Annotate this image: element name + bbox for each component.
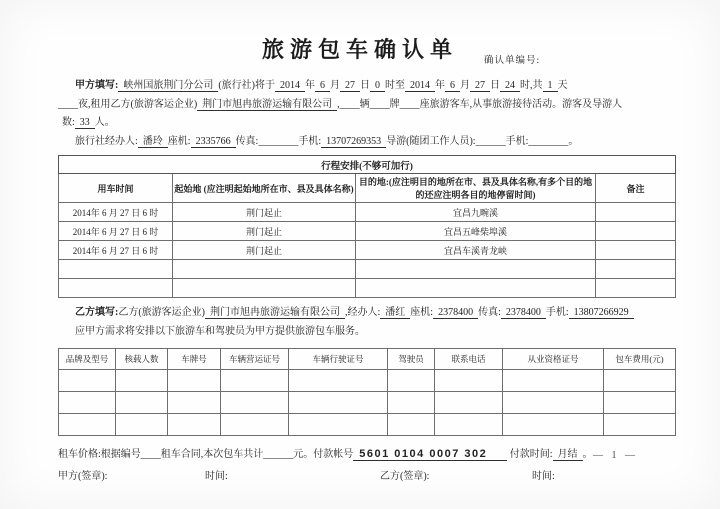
form-text: 租车合同,本次包车共计 bbox=[160, 449, 264, 460]
form-text: 年 bbox=[435, 80, 446, 91]
table-cell bbox=[289, 392, 388, 414]
table-cell: 从业资格证号 bbox=[503, 349, 604, 370]
table-cell bbox=[388, 414, 435, 436]
table-cell: 2014年 6 月 27 日 6 时 bbox=[59, 203, 173, 222]
itinerary-table-body bbox=[59, 203, 676, 298]
table-cell: 联系电话 bbox=[435, 349, 503, 370]
form-text: 乙方(旅游客运企业) bbox=[118, 307, 206, 318]
party-a-signature-label: 甲方(签章): bbox=[58, 471, 108, 482]
form-value: 27 bbox=[340, 80, 360, 92]
form-text: 数: bbox=[62, 117, 75, 128]
form-text: 时,共 bbox=[520, 80, 543, 91]
form-text: 时至 bbox=[385, 80, 406, 91]
table-row bbox=[59, 349, 676, 370]
table-cell bbox=[596, 279, 676, 298]
table-cell: 车辆营运证号 bbox=[221, 349, 289, 370]
table-cell bbox=[435, 414, 503, 436]
table-cell bbox=[59, 370, 116, 392]
party-b-time-label: 时间: bbox=[532, 471, 555, 482]
party-b-signature-label: 乙方(签章): bbox=[380, 471, 430, 482]
table-cell: 品牌及型号 bbox=[59, 349, 116, 370]
table-cell bbox=[168, 414, 221, 436]
form-text: 。 bbox=[568, 135, 579, 147]
itinerary-title-row bbox=[59, 156, 676, 174]
form-text: 日 bbox=[490, 80, 501, 91]
table-cell bbox=[116, 414, 168, 436]
form-value: 27 bbox=[470, 80, 490, 92]
form-value: 荆门市旭冉旅游运输有限公司 bbox=[205, 307, 345, 319]
form-text: 天 bbox=[557, 80, 568, 91]
table-cell bbox=[168, 370, 221, 392]
table-cell: 车牌号 bbox=[168, 349, 221, 370]
table-cell bbox=[289, 414, 388, 436]
form-text: 月 bbox=[330, 80, 341, 91]
itinerary-title: 行程安排(不够可加行) bbox=[59, 156, 676, 174]
form-text: 人。 bbox=[94, 117, 115, 128]
form-text: (旅行社)将于 bbox=[218, 80, 276, 91]
table-cell: 备注 bbox=[596, 174, 676, 203]
form-text: 手机: bbox=[545, 307, 569, 318]
form-text: ,经办人: bbox=[345, 307, 381, 318]
form-value: 24 bbox=[500, 80, 520, 92]
form-value: 5601 0104 0007 302 bbox=[353, 448, 507, 461]
vehicle-table-head bbox=[59, 349, 676, 370]
form-text: ______ bbox=[263, 449, 294, 460]
form-value: 峡州国旅荆门分公司 bbox=[118, 80, 218, 92]
table-cell bbox=[289, 370, 388, 392]
table-cell bbox=[435, 392, 503, 414]
form-value: 潘红 bbox=[380, 307, 410, 319]
form-text: 日 bbox=[360, 80, 371, 91]
form-text: 甲方填写: bbox=[75, 80, 119, 91]
table-cell bbox=[596, 203, 676, 222]
table-cell bbox=[596, 222, 676, 241]
form-text: 月 bbox=[460, 80, 471, 91]
table-row bbox=[59, 414, 676, 436]
form-text: ,____辆____牌____座旅游客车,从事旅游接待活动。游客及导游人 bbox=[337, 98, 623, 110]
table-cell bbox=[59, 392, 116, 414]
table-cell bbox=[604, 414, 676, 436]
form-value: 13807266929 bbox=[569, 307, 634, 319]
table-cell bbox=[221, 414, 289, 436]
table-cell bbox=[596, 241, 676, 260]
table-cell: 宜昌九畹溪 bbox=[356, 203, 596, 222]
table-cell bbox=[59, 260, 173, 279]
page-number: — 1 — bbox=[593, 450, 638, 461]
form-text: 传真: bbox=[235, 135, 259, 147]
table-row bbox=[59, 222, 676, 241]
table-cell bbox=[356, 260, 596, 279]
table-row bbox=[59, 370, 676, 392]
party-a-section bbox=[58, 77, 675, 151]
price-line bbox=[58, 445, 675, 464]
table-cell bbox=[116, 370, 168, 392]
table-cell bbox=[503, 392, 604, 414]
form-text: 应甲方需求将安排以下旅游车和驾驶员为甲方提供旅游包车服务。 bbox=[75, 325, 365, 337]
page-title: 旅游包车确认单 bbox=[261, 37, 458, 62]
table-row bbox=[59, 279, 676, 298]
form-text: 乙方填写: bbox=[75, 307, 119, 318]
table-row bbox=[59, 260, 676, 279]
party-b-section bbox=[58, 304, 675, 341]
form-value: 6 bbox=[315, 80, 330, 92]
form-value: 6 bbox=[445, 80, 460, 92]
table-cell: 2014年 6 月 27 日 6 时 bbox=[59, 222, 173, 241]
table-cell bbox=[221, 392, 289, 414]
table-row bbox=[59, 241, 676, 260]
form-text: 座机: bbox=[167, 135, 191, 147]
table-cell bbox=[604, 370, 676, 392]
table-cell: 宜昌车溪青龙峡 bbox=[356, 241, 596, 260]
form-text: ____夜,租用乙方(旅游客运企业) bbox=[58, 98, 198, 110]
table-cell bbox=[435, 370, 503, 392]
table-cell bbox=[59, 279, 173, 298]
form-value: 月结 bbox=[553, 449, 583, 461]
form-text: 手机: bbox=[505, 135, 529, 147]
form-text: ______ bbox=[475, 135, 506, 147]
table-cell bbox=[168, 392, 221, 414]
form-text: 。 bbox=[582, 449, 593, 460]
party-b-line-1 bbox=[58, 304, 675, 323]
form-text: 租车价格:根据编号 bbox=[58, 449, 141, 460]
form-value: 13707269353 bbox=[321, 136, 386, 148]
vehicle-table-body bbox=[59, 370, 676, 436]
form-text: ________ bbox=[258, 135, 299, 147]
table-cell bbox=[596, 260, 676, 279]
table-cell: 车辆行驶证号 bbox=[289, 349, 388, 370]
party-a-line-1 bbox=[58, 77, 675, 96]
form-value: 潘玲 bbox=[138, 136, 168, 148]
form-text: ____ bbox=[140, 449, 161, 460]
table-cell: 荆门起止 bbox=[173, 203, 356, 222]
party-a-line-4 bbox=[58, 133, 675, 152]
form-text: 元。付款帐号 bbox=[293, 449, 354, 460]
table-cell bbox=[173, 260, 356, 279]
table-cell: 荆门起止 bbox=[173, 222, 356, 241]
form-text: 座机: bbox=[410, 307, 434, 318]
table-cell: 驾驶员 bbox=[388, 349, 435, 370]
table-row bbox=[59, 392, 676, 414]
itinerary-table bbox=[58, 155, 676, 298]
party-a-time-label: 时间: bbox=[205, 471, 228, 482]
table-cell: 核载人数 bbox=[116, 349, 168, 370]
table-cell bbox=[388, 370, 435, 392]
table-cell: 2014年 6 月 27 日 6 时 bbox=[59, 241, 173, 260]
table-cell bbox=[503, 414, 604, 436]
table-cell bbox=[221, 370, 289, 392]
table-cell: 用车时间 bbox=[59, 174, 173, 203]
party-b-line-2 bbox=[58, 323, 675, 342]
itinerary-table-head bbox=[59, 156, 676, 203]
table-cell bbox=[116, 392, 168, 414]
table-cell bbox=[388, 392, 435, 414]
table-cell: 包车费用(元) bbox=[604, 349, 676, 370]
table-cell: 起始地 (应注明起始地所在市、县及具体名称) bbox=[173, 174, 356, 203]
form-text: 年 bbox=[305, 80, 316, 91]
form-text: 旅行社经办人: bbox=[75, 135, 138, 147]
confirm-number-label: 确认单编号: bbox=[484, 56, 541, 66]
table-cell: 目的地:(应注明目的地所在市、县及具体名称,有多个目的地的还应注明各目的地停留时间) bbox=[356, 174, 596, 203]
table-cell: 荆门起止 bbox=[173, 241, 356, 260]
table-cell bbox=[503, 370, 604, 392]
party-a-line-3 bbox=[58, 114, 675, 133]
form-text: 导游(随团工作人员): bbox=[386, 135, 476, 147]
form-value: 2378400 bbox=[433, 307, 478, 319]
table-row bbox=[59, 203, 676, 222]
table-row bbox=[59, 174, 676, 203]
table-cell bbox=[173, 279, 356, 298]
form-text: 手机: bbox=[298, 135, 322, 147]
signature-row bbox=[0, 467, 720, 485]
form-value: 33 bbox=[75, 117, 95, 129]
table-cell bbox=[59, 414, 116, 436]
table-cell: 宜昌五峰柴埠溪 bbox=[356, 222, 596, 241]
footer-section bbox=[58, 445, 675, 464]
form-value: 0 bbox=[370, 80, 385, 92]
form-text: 传真: bbox=[478, 307, 501, 318]
vehicle-table bbox=[58, 348, 676, 436]
form-value: 2335766 bbox=[191, 136, 236, 148]
form-text: 付款时间: bbox=[507, 449, 553, 460]
form-value: 1 bbox=[543, 80, 558, 92]
form-value: 2014 bbox=[275, 80, 305, 92]
form-value: 荆门市旭冉旅游运输有限公司 bbox=[197, 99, 337, 111]
table-cell bbox=[356, 279, 596, 298]
form-value: 2378400 bbox=[501, 307, 546, 319]
table-cell bbox=[604, 392, 676, 414]
party-a-line-2 bbox=[58, 96, 675, 115]
form-text: ________ bbox=[528, 135, 569, 147]
form-value: 2014 bbox=[405, 80, 435, 92]
